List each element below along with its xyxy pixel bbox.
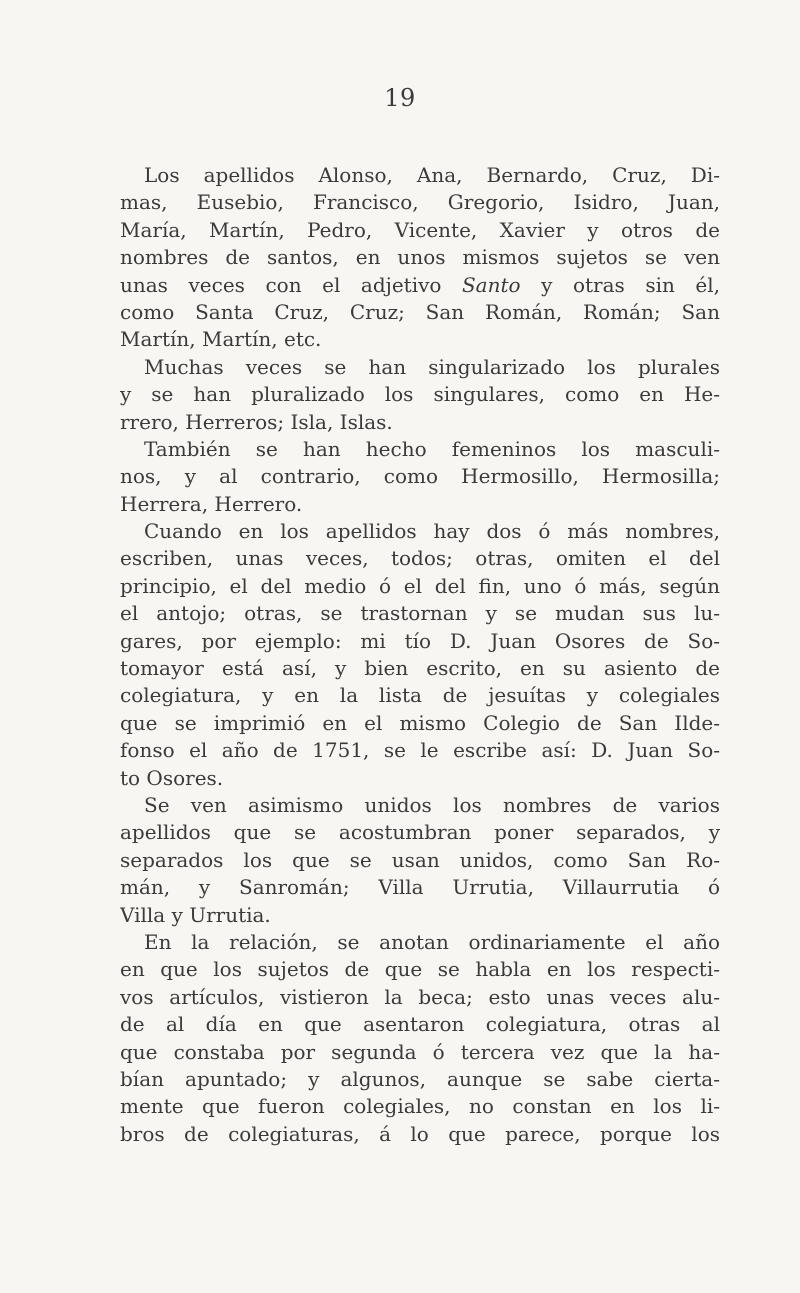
text-line: el antojo; otras, se trastornan y se mudan sus lu-: [120, 601, 720, 626]
italic-word: Santo: [461, 272, 521, 297]
text-line: mán, y Sanromán; Villa Urrutia, Villaurrutia ó: [120, 875, 720, 900]
text-line: colegiatura, y en la lista de jesuítas y colegiales: [120, 683, 720, 708]
text-line: Se ven asimismo unidos los nombres de varios: [144, 792, 720, 817]
text-line: to Osores.: [120, 765, 224, 790]
text-line: mas, Eusebio, Francisco, Gregorio, Isidro, Juan,: [120, 190, 720, 215]
text-line: Cuando en los apellidos hay dos ó más nombres,: [144, 519, 720, 544]
text-line: nos, y al contrario, como Hermosillo, Hermosilla;: [120, 464, 720, 489]
text-line: tomayor está así, y bien escrito, en su asiento de: [120, 656, 720, 681]
text-line: Herrera, Herrero.: [120, 491, 303, 516]
text-line: María, Martín, Pedro, Vicente, Xavier y otros de: [120, 217, 720, 242]
text-line: bían apuntado; y algunos, aunque se sabe cierta-: [120, 1066, 720, 1091]
text-line: que constaba por segunda ó tercera vez que la ha-: [120, 1039, 720, 1064]
body-text: [120, 162, 720, 1148]
text-line: Martín, Martín, etc.: [120, 327, 322, 352]
text-line: También se han hecho femeninos los masculi-: [144, 436, 720, 461]
text-line: separados los que se usan unidos, como San Ro-: [120, 847, 720, 872]
text-line: Muchas veces se han singularizado los plurales: [144, 354, 720, 379]
text-line: Villa y Urrutia.: [120, 902, 271, 927]
text-line: principio, el del medio ó el del fin, uno ó más, según: [120, 573, 720, 598]
text-line: de al día en que asentaron colegiatura, otras al: [120, 1012, 720, 1037]
text-line: escriben, unas veces, todos; otras, omiten el del: [120, 546, 720, 571]
text-line-with-italic: unas veces con el adjetivo Santo y otras sin él,: [120, 272, 720, 297]
text-line: que se imprimió en el mismo Colegio de San Ilde-: [120, 710, 720, 735]
text-line: gares, por ejemplo: mi tío D. Juan Osores de So-: [120, 628, 720, 653]
text-line: Los apellidos Alonso, Ana, Bernardo, Cruz, Di-: [144, 163, 720, 187]
text-line: rrero, Herreros; Isla, Islas.: [120, 409, 393, 434]
text-line: En la relación, se anotan ordinariamente el año: [144, 929, 720, 954]
text-line: bros de colegiaturas, á lo que parece, porque los: [120, 1121, 720, 1146]
text-line: vos artículos, vistieron la beca; esto unas veces alu-: [120, 984, 720, 1009]
text-line: fonso el año de 1751, se le escribe así: D. Juan So-: [120, 738, 720, 763]
text-line: nombres de santos, en unos mismos sujetos se ven: [120, 245, 720, 270]
text-line: en que los sujetos de que se habla en los respecti-: [120, 957, 720, 982]
page-number: 19: [384, 84, 416, 112]
text-line: apellidos que se acostumbran poner separados, y: [120, 820, 720, 845]
text-line: y se han pluralizado los singulares, como en He-: [120, 382, 720, 407]
text-line: como Santa Cruz, Cruz; San Román, Román; San: [120, 299, 720, 324]
text-line: mente que fueron colegiales, no constan en los li-: [120, 1094, 720, 1119]
